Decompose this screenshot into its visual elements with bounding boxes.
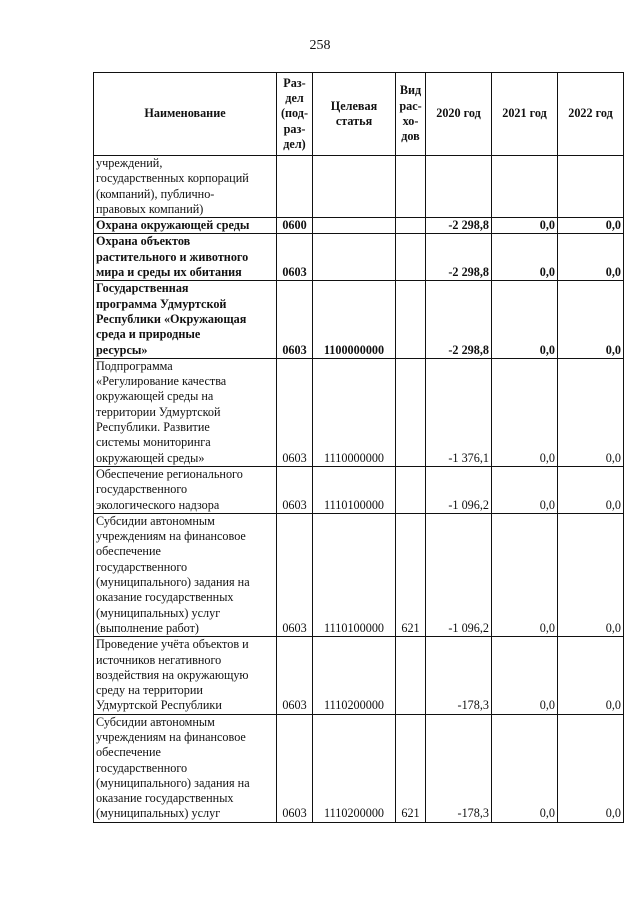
name-line: Охрана объектов bbox=[96, 234, 191, 249]
name-line: воздействия на окружающую bbox=[96, 667, 249, 682]
name-line: государственного bbox=[96, 482, 188, 497]
value-2022-cell: 0,0 bbox=[558, 714, 624, 822]
type-cell bbox=[396, 234, 426, 281]
name-line: Подпрограмма bbox=[96, 358, 173, 373]
value-2021-cell: 0,0 bbox=[492, 281, 558, 358]
header-target-line: статья bbox=[335, 114, 373, 128]
value-2021-cell: 0,0 bbox=[492, 513, 558, 636]
name-cell bbox=[94, 513, 277, 636]
name-line: учреждений, bbox=[96, 156, 163, 170]
name-line: Субсидии автономным bbox=[96, 714, 215, 729]
name-line: мира и среды их обитания bbox=[96, 265, 242, 280]
target-cell: 1110100000 bbox=[313, 466, 396, 513]
value-2020-cell: -1 096,2 bbox=[426, 466, 492, 513]
value-2022-cell bbox=[558, 156, 624, 218]
table-row bbox=[94, 513, 624, 636]
name-line: правовых компаний) bbox=[96, 201, 204, 216]
name-line: окружающей среды на bbox=[96, 389, 214, 404]
name-line: оказание государственных bbox=[96, 590, 234, 605]
header-section-line: Раз- bbox=[283, 75, 306, 90]
value-2022-cell: 0,0 bbox=[558, 513, 624, 636]
section-cell: 0603 bbox=[277, 714, 313, 822]
table-row bbox=[94, 714, 624, 822]
header-2020: 2020 год bbox=[426, 73, 492, 156]
value-2021-cell: 0,0 bbox=[492, 637, 558, 714]
budget-table bbox=[93, 72, 624, 823]
header-type-line: хо- bbox=[402, 114, 419, 128]
section-cell: 0603 bbox=[277, 513, 313, 636]
header-type bbox=[396, 73, 426, 156]
name-line: ресурсы» bbox=[96, 342, 148, 357]
name-cell bbox=[94, 281, 277, 358]
type-cell bbox=[396, 466, 426, 513]
header-section-line: раз- bbox=[283, 121, 306, 136]
header-section-line: дел bbox=[285, 91, 304, 106]
header-section-line: дел) bbox=[283, 136, 306, 151]
name-cell bbox=[94, 637, 277, 714]
table-row bbox=[94, 637, 624, 714]
name-cell bbox=[94, 714, 277, 822]
table-row bbox=[94, 281, 624, 358]
target-cell: 1110200000 bbox=[313, 714, 396, 822]
name-line: Республики. Развитие bbox=[96, 420, 210, 435]
section-cell: 0603 bbox=[277, 281, 313, 358]
table-row bbox=[94, 234, 624, 281]
value-2020-cell: -2 298,8 bbox=[426, 234, 492, 281]
header-section-line: (под- bbox=[280, 106, 309, 121]
page-number: 258 bbox=[309, 38, 331, 53]
type-cell bbox=[396, 281, 426, 358]
value-2021-cell: 0,0 bbox=[492, 714, 558, 822]
table-row bbox=[94, 156, 624, 218]
name-line: государственного bbox=[96, 559, 188, 574]
header-target-line: Целевая bbox=[330, 98, 378, 113]
name-line: окружающей среды» bbox=[96, 450, 205, 465]
target-cell: 1100000000 bbox=[313, 281, 396, 358]
header-type-line: рас- bbox=[399, 98, 422, 113]
table-row bbox=[94, 466, 624, 513]
header-type-line: Вид bbox=[399, 83, 422, 98]
name-line: учреждениям на финансовое bbox=[96, 729, 246, 744]
name-line: среда и природные bbox=[96, 327, 201, 342]
name-line: обеспечение bbox=[96, 544, 161, 559]
name-cell bbox=[94, 156, 277, 218]
type-cell bbox=[396, 218, 426, 234]
name-line: (муниципального) задания на bbox=[96, 575, 250, 590]
value-2021-cell: 0,0 bbox=[492, 218, 558, 234]
table-row bbox=[94, 218, 624, 234]
name-line: (компаний), публично- bbox=[96, 186, 215, 201]
value-2020-cell: -178,3 bbox=[426, 714, 492, 822]
name-line: оказание государственных bbox=[96, 791, 234, 806]
value-2020-cell: -2 298,8 bbox=[426, 218, 492, 234]
name-line: Охрана окружающей среды bbox=[96, 218, 250, 233]
target-cell bbox=[313, 156, 396, 218]
name-cell bbox=[94, 218, 277, 234]
name-line: Государственная bbox=[96, 281, 189, 296]
header-section bbox=[277, 73, 313, 156]
section-cell: 0603 bbox=[277, 358, 313, 466]
value-2022-cell: 0,0 bbox=[558, 466, 624, 513]
name-line: среду на территории bbox=[96, 683, 203, 698]
value-2020-cell: -1 096,2 bbox=[426, 513, 492, 636]
name-line: Удмуртской Республики bbox=[96, 698, 222, 713]
value-2020-cell: -178,3 bbox=[426, 637, 492, 714]
name-line: государственных корпораций bbox=[96, 171, 249, 186]
name-line: (муниципальных) услуг bbox=[96, 806, 221, 821]
section-cell bbox=[277, 156, 313, 218]
name-line: Субсидии автономным bbox=[96, 513, 215, 528]
name-line: (муниципального) задания на bbox=[96, 775, 250, 790]
target-cell: 1110000000 bbox=[313, 358, 396, 466]
value-2021-cell: 0,0 bbox=[492, 234, 558, 281]
name-cell bbox=[94, 466, 277, 513]
header-target bbox=[313, 73, 396, 156]
name-line: учреждениям на финансовое bbox=[96, 529, 246, 544]
value-2020-cell: -1 376,1 bbox=[426, 358, 492, 466]
section-cell: 0603 bbox=[277, 466, 313, 513]
type-cell bbox=[396, 156, 426, 218]
value-2021-cell: 0,0 bbox=[492, 466, 558, 513]
name-line: Проведение учёта объектов и bbox=[96, 637, 249, 652]
value-2021-cell: 0,0 bbox=[492, 358, 558, 466]
name-cell bbox=[94, 234, 277, 281]
target-cell: 1110200000 bbox=[313, 637, 396, 714]
table-header-row bbox=[94, 73, 624, 156]
type-cell bbox=[396, 637, 426, 714]
section-cell: 0600 bbox=[277, 218, 313, 234]
name-line: программа Удмуртской bbox=[96, 296, 227, 311]
name-line: источников негативного bbox=[96, 652, 222, 667]
header-2021: 2021 год bbox=[492, 73, 558, 156]
header-type-line: дов bbox=[401, 129, 420, 144]
target-cell: 1110100000 bbox=[313, 513, 396, 636]
name-line: системы мониторинга bbox=[96, 435, 211, 450]
name-line: (выполнение работ) bbox=[96, 620, 199, 635]
value-2022-cell: 0,0 bbox=[558, 281, 624, 358]
value-2022-cell: 0,0 bbox=[558, 358, 624, 466]
name-line: Республики «Окружающая bbox=[96, 311, 247, 326]
target-cell bbox=[313, 218, 396, 234]
table-body bbox=[94, 156, 624, 823]
name-line: государственного bbox=[96, 760, 188, 775]
name-cell bbox=[94, 358, 277, 466]
name-line: территории Удмуртской bbox=[96, 404, 221, 419]
value-2022-cell: 0,0 bbox=[558, 637, 624, 714]
value-2020-cell: -2 298,8 bbox=[426, 281, 492, 358]
name-line: (муниципальных) услуг bbox=[96, 605, 221, 620]
type-cell bbox=[396, 358, 426, 466]
header-name: Наименование bbox=[94, 73, 277, 156]
name-line: «Регулирование качества bbox=[96, 374, 227, 389]
value-2022-cell: 0,0 bbox=[558, 234, 624, 281]
section-cell: 0603 bbox=[277, 234, 313, 281]
header-2022: 2022 год bbox=[558, 73, 624, 156]
type-cell: 621 bbox=[396, 513, 426, 636]
table-row bbox=[94, 358, 624, 466]
value-2022-cell: 0,0 bbox=[558, 218, 624, 234]
target-cell bbox=[313, 234, 396, 281]
name-line: экологического надзора bbox=[96, 497, 220, 512]
value-2021-cell bbox=[492, 156, 558, 218]
type-cell: 621 bbox=[396, 714, 426, 822]
name-line: Обеспечение регионального bbox=[96, 466, 243, 481]
value-2020-cell bbox=[426, 156, 492, 218]
section-cell: 0603 bbox=[277, 637, 313, 714]
name-line: растительного и животного bbox=[96, 249, 249, 264]
name-line: обеспечение bbox=[96, 745, 161, 760]
